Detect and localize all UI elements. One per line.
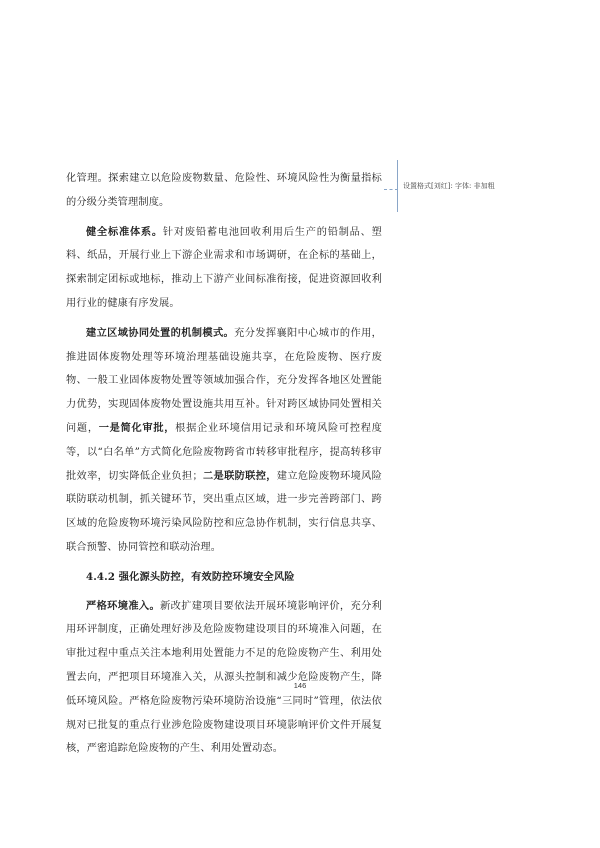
paragraph-text: 化管理。探索建立以危险废物数量、危险性、环境风险性为衡量指标的分级分类管理制度。 <box>66 173 382 208</box>
paragraph-regional-cooperation <box>66 322 382 560</box>
paragraph-text: 建立危险废物环境风险联防联动机制，抓关键环节，突出重点区域，进一步完善跨部门、跨区域的危险废物环境污染风险防控和应急协作机制，实行信息共享、联合预警、协同管控和联动治理。 <box>66 470 382 553</box>
comment-margin-bar <box>397 160 398 212</box>
paragraph-inline-bold: 一是简化审批， <box>98 421 176 434</box>
section-heading: 4.4.2 强化源头防控，有效防控环境安全风险 <box>86 570 295 583</box>
paragraph-environmental-access <box>66 595 382 762</box>
paragraph-text: 充分发挥襄阳中心城市的作用，推进固体废物处理等环境治理基础设施共享，在危险废物、医疗废物、一般工业固体废物处置等领域加强合作，充分发挥各地区处置能力优势，实现固体废物处置设施共用互补。针对跨区域协同处置相关问题， <box>66 327 382 434</box>
paragraph-standards <box>66 221 382 316</box>
paragraph-inline-bold: 二是联防联控， <box>202 469 277 482</box>
review-comment[interactable]: 设置格式[刘红]: 字体: 非加粗 <box>403 182 495 190</box>
paragraph-lead-bold: 建立区域协同处置的机制模式。 <box>86 326 235 339</box>
paragraph-text: 新改扩建项目要依法开展环境影响评价，充分利用环评制度，正确处理好涉及危险废物建设项目的环境准入问题，在审批过程中重点关注本地利用处置能力不足的危险废物产生、利用处置去向，严把项目环境准入关，从源头控制和减少危险废物产生，降低环境风险。严格危险废物污染环境防治设施“三同时”管理，依法依规对已批复的重点行业涉危险废物建设项目环境影响评价文件开展复核，严密追踪危险废物的产生、利用处置动态。 <box>66 600 382 755</box>
paragraph-continuation <box>66 167 382 215</box>
paragraph-lead-bold: 健全标准体系。 <box>86 225 163 238</box>
paragraph-lead-bold: 严格环境准入。 <box>86 599 161 612</box>
comment-connector-line <box>384 189 398 190</box>
paragraph-text: 针对废铅蓄电池回收利用后生产的铅制品、塑料、纸品，开展行业上下游企业需求和市场调研，在企标的基础上，探索制定团标或地标，推动上下游产业间标准衔接，促进资源回收利用行业的健康有序发展。 <box>66 226 382 309</box>
body-text <box>66 167 382 767</box>
paragraph-text: 根据企业环境信用记录和环境风险可控程度等，以“白名单”方式简化危险废物跨省市转移审批程序，提高转移审批效率，切实降低企业负担； <box>66 422 382 482</box>
page-number: 146 <box>293 681 307 690</box>
